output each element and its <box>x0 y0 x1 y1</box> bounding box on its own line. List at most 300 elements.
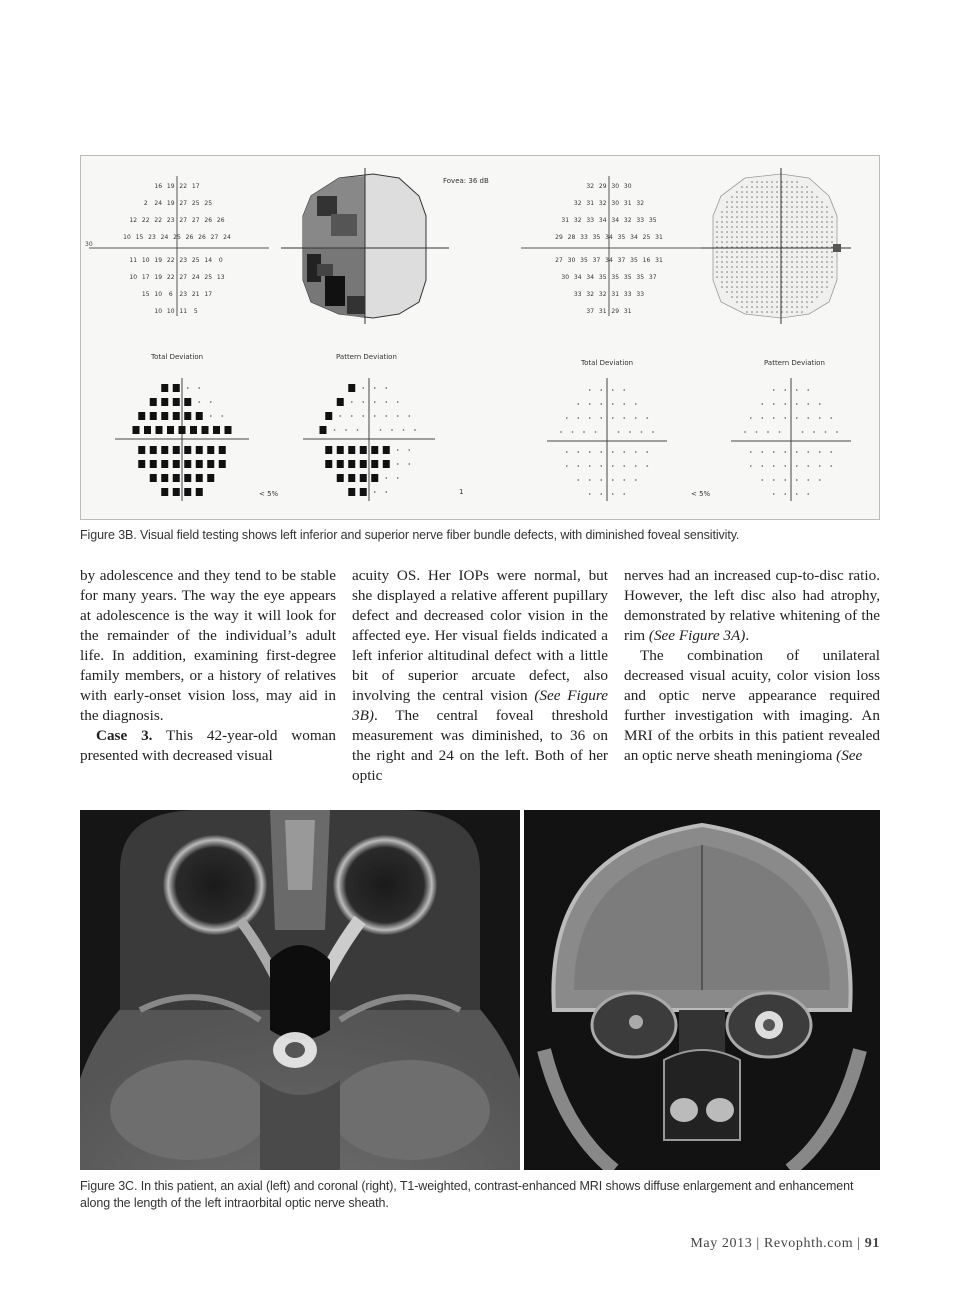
left-threshold-value: 22 <box>166 257 175 264</box>
grayscale-dot <box>811 266 813 268</box>
left-threshold-value: 6 <box>168 291 173 298</box>
grayscale-dot <box>741 266 743 268</box>
grayscale-dot <box>726 261 728 263</box>
left-pattern-deviation-mark <box>403 429 405 431</box>
left-pattern-deviation-mark <box>383 460 390 468</box>
grayscale-dot <box>726 271 728 273</box>
grayscale-dot <box>811 281 813 283</box>
left-pattern-deviation-label: Pattern Deviation <box>336 353 397 361</box>
grayscale-dot <box>801 256 803 258</box>
left-threshold-value: 23 <box>179 257 188 264</box>
right-threshold-value: 35 <box>636 274 645 281</box>
grayscale-dot <box>766 226 768 228</box>
grayscale-dot <box>826 236 828 238</box>
left-threshold-value: 27 <box>210 234 219 241</box>
grayscale-dot <box>771 181 773 183</box>
grayscale-dot <box>821 286 823 288</box>
grayscale-dot <box>726 206 728 208</box>
left-total-deviation-mark <box>138 446 145 454</box>
grayscale-dot <box>716 271 718 273</box>
right-total-deviation-mark <box>595 431 597 433</box>
grayscale-dot <box>801 216 803 218</box>
grayscale-dot <box>776 206 778 208</box>
left-total-deviation-mark <box>198 387 200 389</box>
grayscale-dot <box>746 256 748 258</box>
grayscale-dot <box>771 226 773 228</box>
left-threshold-value: 10 <box>129 274 138 281</box>
right-pattern-deviation-mark <box>807 403 809 405</box>
grayscale-dot <box>766 191 768 193</box>
grayscale-dot <box>796 221 798 223</box>
left-total-deviation-mark <box>196 446 203 454</box>
grayscale-dot <box>746 241 748 243</box>
grayscale-dot <box>766 271 768 273</box>
grayscale-dot <box>806 186 808 188</box>
grayscale-dot <box>726 266 728 268</box>
left-threshold-value: 19 <box>154 257 163 264</box>
right-grayscale-plot <box>701 168 851 324</box>
left-total-deviation-mark <box>173 446 180 454</box>
right-pattern-deviation-mark <box>796 479 798 481</box>
grayscale-dot <box>791 191 793 193</box>
grayscale-dot <box>816 271 818 273</box>
grayscale-dot <box>786 221 788 223</box>
grayscale-dot <box>761 281 763 283</box>
grayscale-dot <box>746 186 748 188</box>
col3-paragraph-2 <box>624 646 880 766</box>
left-total-deviation-mark <box>150 446 157 454</box>
right-total-deviation-mark <box>623 493 625 495</box>
grayscale-dot <box>751 216 753 218</box>
right-total-deviation-mark <box>623 417 625 419</box>
left-pattern-deviation-mark <box>325 460 332 468</box>
col3-text-a: nerves had an increased cup-to-disc ratio. However, the left disc also had atrophy, demonstrated by relative whitening of the rim <box>624 567 880 644</box>
right-threshold-value: 32 <box>586 291 595 298</box>
left-pattern-deviation-mark <box>385 401 387 403</box>
right-threshold-value: 31 <box>598 308 607 315</box>
left-pattern-deviation-mark <box>362 401 364 403</box>
grayscale-dot <box>751 226 753 228</box>
grayscale-dot <box>721 221 723 223</box>
left-pattern-deviation-mark <box>408 415 410 417</box>
right-pattern-deviation-mark <box>784 417 786 419</box>
grayscale-dot <box>811 296 813 298</box>
grayscale-dot <box>791 226 793 228</box>
grayscale-dot <box>771 311 773 313</box>
grayscale-dot <box>756 306 758 308</box>
right-total-deviation-mark <box>589 451 591 453</box>
grayscale-dot <box>811 226 813 228</box>
grayscale-dot <box>761 226 763 228</box>
grayscale-dot <box>771 186 773 188</box>
left-threshold-value: 14 <box>204 257 213 264</box>
figure-3a-reference: (See Figure 3A) <box>648 627 746 644</box>
grayscale-dot <box>751 191 753 193</box>
fovea-label: Fovea: 36 dB <box>443 177 489 185</box>
grayscale-dot <box>766 301 768 303</box>
grayscale-dot <box>806 216 808 218</box>
left-threshold-value: 19 <box>166 183 175 190</box>
left-total-deviation-mark <box>196 474 203 482</box>
grayscale-dot <box>806 231 808 233</box>
right-threshold-value: 30 <box>623 183 632 190</box>
left-total-deviation-mark <box>156 426 163 434</box>
grayscale-dot <box>831 236 833 238</box>
grayscale-dot <box>731 196 733 198</box>
grayscale-dot <box>731 291 733 293</box>
grayscale-dot <box>761 181 763 183</box>
grayscale-dot <box>826 221 828 223</box>
right-pattern-deviation-mark <box>796 389 798 391</box>
grayscale-dot <box>806 306 808 308</box>
left-threshold-value: 5 <box>193 308 198 315</box>
grayscale-dot <box>761 186 763 188</box>
grayscale-dot <box>766 286 768 288</box>
left-total-deviation-mark <box>207 446 214 454</box>
grayscale-dot <box>811 236 813 238</box>
grayscale-dot <box>826 261 828 263</box>
grayscale-dot <box>816 221 818 223</box>
grayscale-dot <box>756 211 758 213</box>
grayscale-dot <box>726 236 728 238</box>
left-pattern-deviation-mark <box>325 446 332 454</box>
grayscale-dot <box>756 311 758 313</box>
right-total-deviation-mark <box>652 431 654 433</box>
grayscale-dot <box>806 281 808 283</box>
left-total-deviation-mark <box>219 460 226 468</box>
left-threshold-value: 27 <box>179 274 188 281</box>
right-total-deviation-mark <box>589 493 591 495</box>
grayscale-dot <box>806 271 808 273</box>
right-threshold-value: 37 <box>617 257 626 264</box>
grayscale-dot <box>761 241 763 243</box>
right-threshold-value: 35 <box>580 257 588 264</box>
right-total-deviation-mark <box>600 403 602 405</box>
left-threshold-value: 26 <box>204 217 213 224</box>
grayscale-dot <box>766 261 768 263</box>
grayscale-dot <box>751 256 753 258</box>
grayscale-dot <box>771 281 773 283</box>
mri-axial-image <box>80 810 520 1170</box>
grayscale-dot <box>736 241 738 243</box>
grayscale-dot <box>816 206 818 208</box>
right-total-deviation-mark <box>618 431 620 433</box>
grayscale-dot <box>756 241 758 243</box>
grayscale-dot <box>761 266 763 268</box>
grayscale-dot <box>826 286 828 288</box>
grayscale-dot <box>721 271 723 273</box>
right-pattern-deviation-mark <box>773 493 775 495</box>
grayscale-dot <box>796 281 798 283</box>
grayscale-dot <box>806 256 808 258</box>
grayscale-dot <box>786 311 788 313</box>
grayscale-dot <box>761 211 763 213</box>
left-threshold-value: 24 <box>160 234 169 241</box>
grayscale-dot <box>756 201 758 203</box>
left-total-deviation-mark <box>173 384 180 392</box>
grayscale-dot <box>796 251 798 253</box>
right-threshold-value: 34 <box>573 274 582 281</box>
left-threshold-value: 17 <box>204 291 213 298</box>
left-threshold-value: 17 <box>141 274 150 281</box>
grayscale-dot <box>771 236 773 238</box>
grayscale-dot <box>806 236 808 238</box>
grayscale-dot <box>831 231 833 233</box>
grayscale-dot <box>761 201 763 203</box>
grayscale-dot <box>821 206 823 208</box>
grayscale-dot <box>726 291 728 293</box>
grayscale-dot <box>741 211 743 213</box>
grayscale-dot <box>811 231 813 233</box>
grayscale-dot <box>816 261 818 263</box>
left-pattern-deviation-mark <box>360 474 367 482</box>
grayscale-dot <box>756 256 758 258</box>
grayscale-dot <box>766 201 768 203</box>
right-total-deviation-mark <box>623 479 625 481</box>
right-pattern-deviation-mark <box>784 389 786 391</box>
grayscale-dot <box>821 291 823 293</box>
grayscale-dot <box>811 191 813 193</box>
right-threshold-value: 16 <box>642 257 651 264</box>
grayscale-dot <box>726 226 728 228</box>
grayscale-dot <box>811 301 813 303</box>
text-column-1 <box>80 566 336 766</box>
grayscale-dot <box>716 221 718 223</box>
grayscale-dot <box>736 251 738 253</box>
left-total-deviation-mark <box>184 412 191 420</box>
grayscale-dot <box>796 216 798 218</box>
grayscale-dot <box>761 271 763 273</box>
left-threshold-value: 23 <box>166 217 175 224</box>
grayscale-dot <box>771 211 773 213</box>
right-pattern-deviation-mark <box>830 417 832 419</box>
grayscale-dot <box>751 236 753 238</box>
grayscale-dot <box>756 221 758 223</box>
left-total-deviation-mark <box>150 474 157 482</box>
grayscale-dot <box>721 226 723 228</box>
grayscale-dot <box>831 251 833 253</box>
grayscale-dot <box>786 241 788 243</box>
grayscale-dot <box>751 276 753 278</box>
grayscale-dot <box>731 211 733 213</box>
grayscale-dot <box>796 241 798 243</box>
grayscale-dot <box>741 276 743 278</box>
grayscale-dot <box>761 311 763 313</box>
left-total-deviation-mark <box>184 398 191 406</box>
left-total-deviation-mark <box>173 474 180 482</box>
left-threshold-value: 22 <box>166 274 175 281</box>
grayscale-dot <box>826 281 828 283</box>
grayscale-dot <box>761 231 763 233</box>
right-pattern-deviation-mark <box>807 479 809 481</box>
page-footer: May 2013 | Revophth.com | 91 <box>690 1236 880 1251</box>
grayscale-dot <box>756 181 758 183</box>
right-total-deviation-mark <box>600 417 602 419</box>
left-threshold-value: 25 <box>204 200 213 207</box>
right-threshold-value: 28 <box>567 234 576 241</box>
grayscale-dot <box>816 231 818 233</box>
right-threshold-value: 25 <box>642 234 651 241</box>
right-threshold-value: 31 <box>586 200 595 207</box>
grayscale-dot <box>746 231 748 233</box>
right-total-deviation-mark <box>589 389 591 391</box>
grayscale-dot <box>791 241 793 243</box>
grayscale-dot <box>746 196 748 198</box>
grayscale-dot <box>796 311 798 313</box>
site-name: Revophth.com <box>763 1236 854 1251</box>
grayscale-dot <box>821 221 823 223</box>
grayscale-dot <box>821 201 823 203</box>
left-threshold-value: 25 <box>173 234 181 241</box>
left-threshold-value: 10 <box>141 257 150 264</box>
grayscale-dot <box>811 261 813 263</box>
grayscale-dot <box>801 261 803 263</box>
grayscale-dot <box>831 256 833 258</box>
left-total-deviation-mark <box>196 488 203 496</box>
left-total-deviation-mark <box>150 412 157 420</box>
left-total-deviation-mark <box>184 446 191 454</box>
left-threshold-value: 23 <box>148 234 156 241</box>
grayscale-dot <box>796 256 798 258</box>
right-threshold-value: 31 <box>623 200 632 207</box>
left-threshold-value: 10 <box>154 291 163 298</box>
grayscale-dot <box>786 291 788 293</box>
grayscale-dot <box>786 201 788 203</box>
grayscale-dot <box>741 191 743 193</box>
grayscale-dot <box>801 221 803 223</box>
grayscale-dot <box>831 271 833 273</box>
left-pattern-deviation-mark <box>397 415 399 417</box>
right-pattern-deviation-mark <box>825 431 827 433</box>
grayscale-dot <box>786 276 788 278</box>
left-pattern-deviation-mark <box>408 449 410 451</box>
grayscale-dot <box>826 276 828 278</box>
left-pattern-deviation-mark <box>348 446 355 454</box>
right-pattern-deviation-mark <box>767 431 769 433</box>
right-total-deviation-mark <box>623 389 625 391</box>
grayscale-dot <box>786 181 788 183</box>
left-pattern-deviation-mark <box>351 415 353 417</box>
grayscale-dot <box>786 211 788 213</box>
left-total-deviation-mark <box>173 398 180 406</box>
grayscale-dot <box>826 206 828 208</box>
grayscale-dot <box>776 301 778 303</box>
grayscale-dot <box>746 191 748 193</box>
grayscale-dot <box>736 221 738 223</box>
grayscale-dot <box>816 241 818 243</box>
right-pattern-deviation-mark <box>773 451 775 453</box>
grayscale-dot <box>821 241 823 243</box>
left-pattern-deviation-mark <box>337 474 344 482</box>
grayscale-dot <box>791 256 793 258</box>
grayscale-dot <box>801 196 803 198</box>
grayscale-dot <box>791 271 793 273</box>
grayscale-dot <box>751 221 753 223</box>
grayscale-dot <box>821 256 823 258</box>
grayscale-dot <box>776 296 778 298</box>
right-pattern-deviation-mark <box>773 479 775 481</box>
grayscale-dot <box>786 256 788 258</box>
grayscale-dot <box>716 251 718 253</box>
grayscale-dot <box>806 191 808 193</box>
left-total-deviation-mark <box>161 460 168 468</box>
case-label: Case 3. <box>96 727 153 744</box>
grayscale-dot <box>766 256 768 258</box>
grayscale-dot <box>751 311 753 313</box>
grayscale-dot <box>821 226 823 228</box>
grayscale-dot <box>761 301 763 303</box>
left-pattern-deviation-mark <box>345 429 347 431</box>
grayscale-dot <box>821 276 823 278</box>
grayscale-dot <box>731 276 733 278</box>
grayscale-dot <box>751 261 753 263</box>
grayscale-dot <box>791 286 793 288</box>
right-total-deviation-mark <box>612 451 614 453</box>
right-pattern-deviation-mark <box>819 479 821 481</box>
legend-left: < 5% <box>259 490 279 498</box>
grayscale-dot <box>811 291 813 293</box>
grayscale-dot <box>731 236 733 238</box>
left-total-deviation-mark <box>161 412 168 420</box>
grayscale-dot <box>806 301 808 303</box>
grayscale-dot <box>751 286 753 288</box>
right-total-deviation-mark <box>577 465 579 467</box>
left-pattern-deviation-mark <box>360 446 367 454</box>
col2-paragraph-1 <box>352 566 608 786</box>
grayscale-dot <box>776 221 778 223</box>
grayscale-dot <box>736 271 738 273</box>
right-threshold-value: 35 <box>592 234 601 241</box>
right-total-deviation-mark <box>589 479 591 481</box>
grayscale-dot <box>741 206 743 208</box>
grayscale-dot <box>786 231 788 233</box>
right-threshold-value: 31 <box>655 257 663 264</box>
grayscale-dot <box>746 276 748 278</box>
grayscale-dot <box>791 221 793 223</box>
right-total-deviation-mark <box>606 431 608 433</box>
grayscale-dot <box>746 266 748 268</box>
grayscale-dot <box>786 261 788 263</box>
grayscale-dot <box>831 266 833 268</box>
left-total-deviation-mark <box>184 474 191 482</box>
grayscale-dot <box>791 266 793 268</box>
grayscale-dot <box>741 291 743 293</box>
grayscale-dot <box>761 276 763 278</box>
right-total-deviation-mark <box>612 417 614 419</box>
grayscale-dot <box>746 271 748 273</box>
grayscale-dot <box>776 261 778 263</box>
grayscale-dot <box>816 236 818 238</box>
grayscale-dot <box>761 296 763 298</box>
grayscale-dot <box>746 216 748 218</box>
grayscale-dot <box>761 191 763 193</box>
left-pattern-deviation-mark <box>374 491 376 493</box>
grayscale-dot <box>786 266 788 268</box>
grayscale-dot <box>751 266 753 268</box>
grayscale-dot <box>786 186 788 188</box>
right-threshold-value: 31 <box>611 291 620 298</box>
right-threshold-value: 32 <box>586 183 595 190</box>
grayscale-dot <box>796 271 798 273</box>
left-total-deviation-mark <box>210 401 212 403</box>
col3-text-c: The combination of unilateral decreased visual acuity, color vision loss and optic nerve appearance required further investigation with imaging. An MRI of the orbits in this patient revealed an optic nerve sheath meningioma <box>624 647 880 764</box>
right-threshold-value: 33 <box>580 234 588 241</box>
grayscale-dot <box>776 201 778 203</box>
grayscale-dot <box>771 191 773 193</box>
grayscale-dot <box>731 231 733 233</box>
grayscale-dot <box>761 196 763 198</box>
grayscale-dot <box>791 276 793 278</box>
